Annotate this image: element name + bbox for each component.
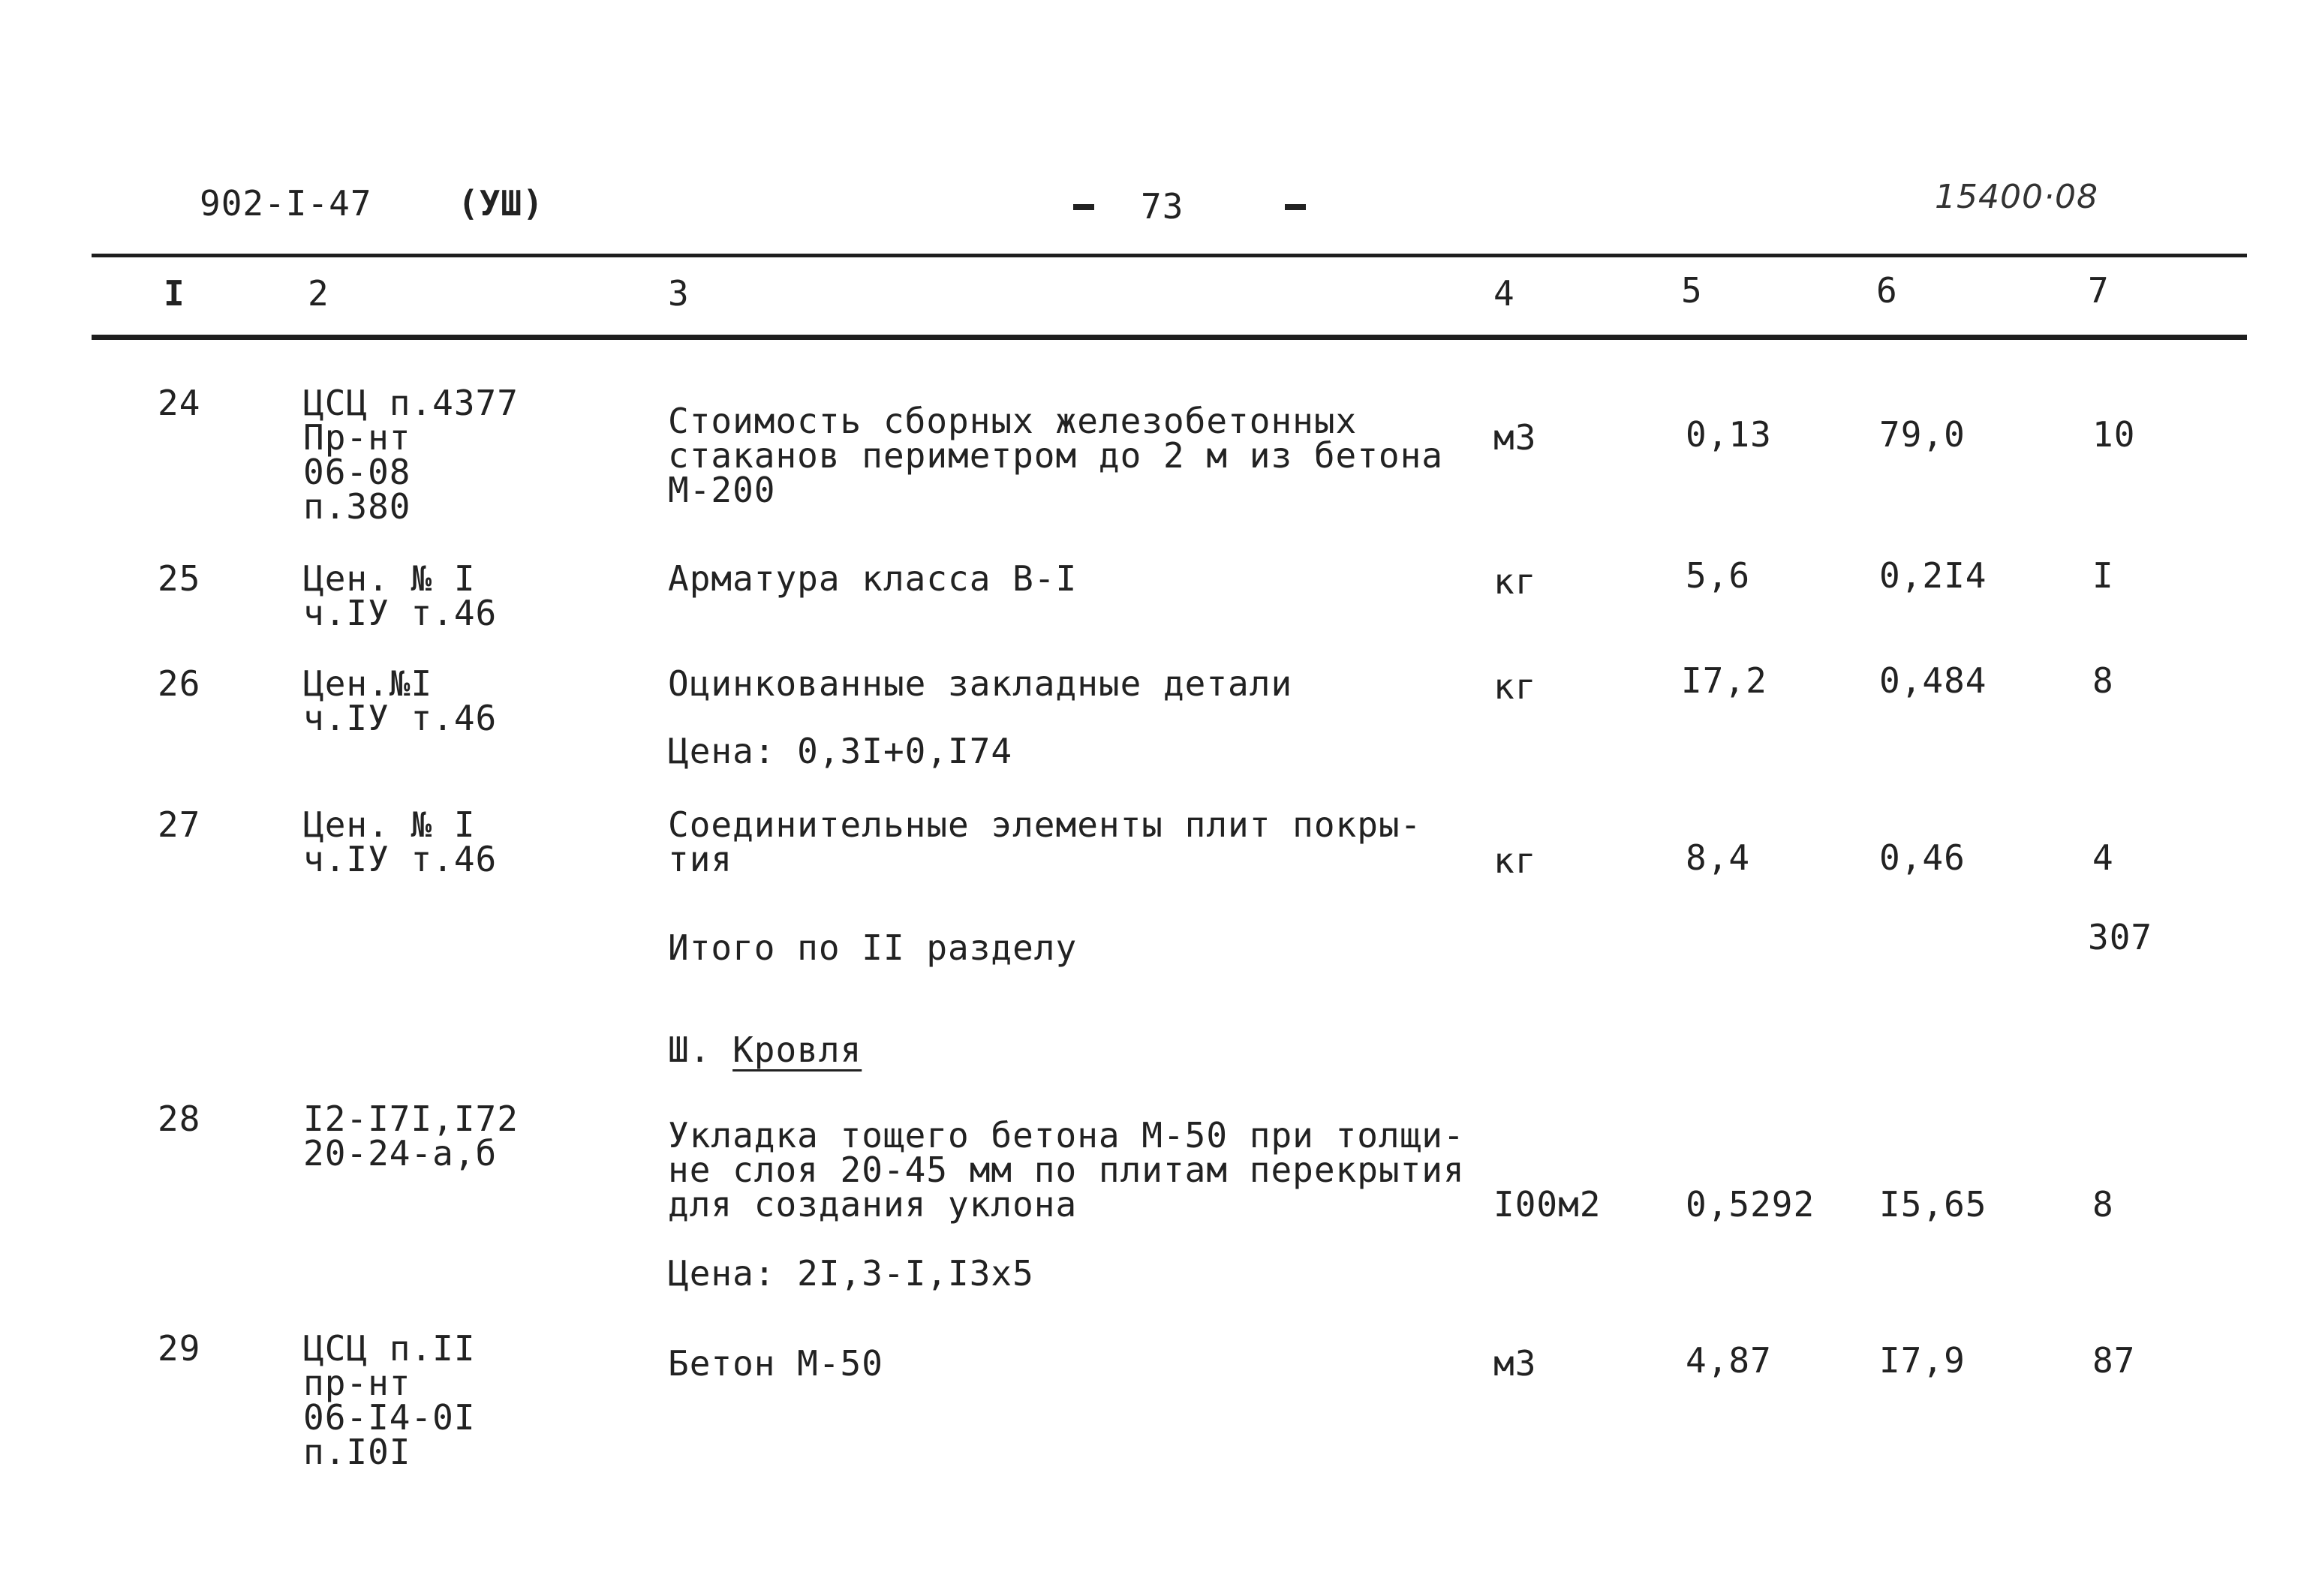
row-price: 79,0 bbox=[1879, 414, 1966, 455]
row-total: 4 bbox=[2092, 837, 2114, 878]
row-price: I5,65 bbox=[1879, 1184, 1987, 1225]
col-header-7: 7 bbox=[2088, 270, 2110, 311]
row-price: I7,9 bbox=[1879, 1340, 1966, 1381]
section-title: Кровля bbox=[732, 1029, 862, 1070]
col-header-1: I bbox=[164, 273, 185, 314]
row-description: Укладка тощего бетона М-50 при толщи- не слоя 20-45 мм по плитам перекрытия для создания уклона bbox=[668, 1115, 1465, 1225]
col-header-2: 2 bbox=[308, 273, 329, 314]
row-reference: Цен.№I ч.IУ т.46 bbox=[303, 663, 498, 738]
row-description: Арматура класса В-I bbox=[668, 558, 1078, 599]
header-top-rule bbox=[92, 254, 2247, 257]
row-quantity: I7,2 bbox=[1681, 660, 1767, 701]
row-quantity: 8,4 bbox=[1686, 837, 1751, 878]
row-description: Стоимость сборных железобетонных стаканов периметром до 2 м из бетона М-200 bbox=[668, 401, 1443, 510]
col-header-6: 6 bbox=[1876, 270, 1898, 311]
row-total: 10 bbox=[2092, 414, 2136, 455]
page-dash-right bbox=[1285, 204, 1306, 210]
page-number: 73 bbox=[1141, 186, 1184, 227]
document-code: 902-I-47 bbox=[200, 183, 372, 224]
col-header-4: 4 bbox=[1493, 273, 1515, 314]
row-number: 25 bbox=[158, 558, 201, 599]
stamp-number: 15400·08 bbox=[1935, 178, 2098, 216]
section-heading bbox=[668, 1029, 862, 1070]
row-number: 24 bbox=[158, 383, 201, 423]
row-total: 8 bbox=[2092, 660, 2114, 701]
row-reference: I2-I7I,I72 20-24-а,б bbox=[303, 1099, 519, 1174]
row-number: 29 bbox=[158, 1328, 201, 1369]
col-header-3: 3 bbox=[668, 273, 690, 314]
row-unit: м3 bbox=[1493, 417, 1537, 458]
row-description: Бетон М-50 bbox=[668, 1343, 883, 1384]
row-unit: кг bbox=[1493, 840, 1537, 881]
row-quantity: 4,87 bbox=[1686, 1340, 1772, 1381]
section-code: (УШ) bbox=[458, 183, 544, 224]
row-price: 0,484 bbox=[1879, 660, 1987, 701]
page-dash-left bbox=[1073, 204, 1094, 210]
row-unit: I00м2 bbox=[1493, 1184, 1602, 1225]
row-description: Соединительные элементы плит покры- тия bbox=[668, 804, 1422, 879]
row-reference: ЦСЦ п.4377 Пр-нт 06-08 п.380 bbox=[303, 383, 519, 527]
col-header-5: 5 bbox=[1681, 270, 1703, 311]
row-price: 0,46 bbox=[1879, 837, 1966, 878]
row-reference: Цен. № I ч.IУ т.46 bbox=[303, 804, 498, 879]
row-quantity: 0,5292 bbox=[1686, 1184, 1815, 1225]
row-total: I bbox=[2092, 555, 2114, 596]
row-unit: м3 bbox=[1493, 1343, 1537, 1384]
row-quantity: 0,13 bbox=[1686, 414, 1772, 455]
subtotal-total: 307 bbox=[2088, 917, 2153, 957]
row-price: 0,2I4 bbox=[1879, 555, 1987, 596]
price-note: Цена: 2I,3-I,I3х5 bbox=[668, 1253, 1034, 1294]
section-prefix: Ш. bbox=[668, 1029, 711, 1070]
row-quantity: 5,6 bbox=[1686, 555, 1751, 596]
row-reference: Цен. № I ч.IУ т.46 bbox=[303, 558, 498, 633]
row-reference: ЦСЦ п.II пр-нт 06-I4-0I п.I0I bbox=[303, 1328, 476, 1472]
row-number: 26 bbox=[158, 663, 201, 704]
row-number: 28 bbox=[158, 1099, 201, 1139]
row-total: 8 bbox=[2092, 1184, 2114, 1225]
subtotal-label: Итого по II разделу bbox=[668, 927, 1078, 968]
price-note: Цена: 0,3I+0,I74 bbox=[668, 731, 1013, 771]
row-description: Оцинкованные закладные детали bbox=[668, 663, 1293, 704]
row-unit: кг bbox=[1493, 561, 1537, 602]
header-bottom-rule bbox=[92, 335, 2247, 340]
row-number: 27 bbox=[158, 804, 201, 845]
row-total: 87 bbox=[2092, 1340, 2136, 1381]
row-unit: кг bbox=[1493, 666, 1537, 707]
